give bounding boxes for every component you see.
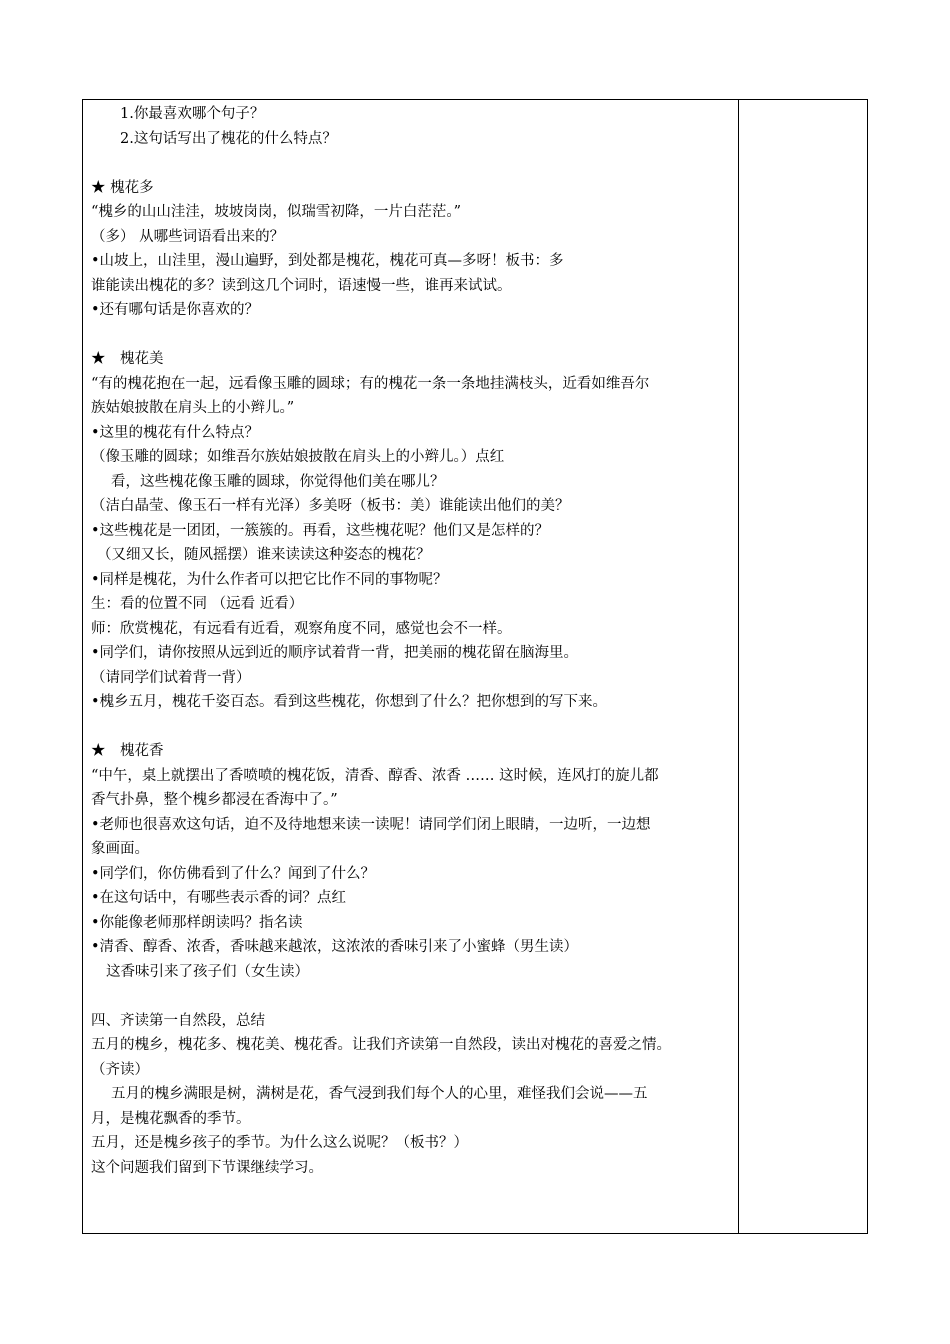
bullet-line: •槐乡五月，槐花千姿百态。看到这些槐花，你想到了什么？把你想到的写下来。	[91, 694, 608, 710]
text-line: 五月，还是槐乡孩子的季节。为什么这么说呢？（板书？）	[91, 1135, 468, 1151]
bullet-line: •山坡上，山洼里，漫山遍野，到处都是槐花，槐花可真—多呀！板书：多	[91, 253, 564, 269]
lesson-plan-table	[82, 99, 868, 1234]
bullet-line: •这里的槐花有什么特点？	[91, 424, 260, 441]
question-1: 1.你最喜欢哪个句子？	[120, 106, 265, 122]
text-line: （洁白晶莹、像玉石一样有光泽）多美呀（板书：美）谁能读出他们的美？	[91, 498, 570, 514]
quote-line: “有的槐花抱在一起，远看像玉雕的圆球；有的槐花一条一条地挂满枝头，近看如维吾尔	[91, 375, 650, 392]
text-line: 谁能读出槐花的多？读到这几个词时，语速慢一些，谁再来试试。	[91, 277, 512, 294]
text-line: （又细又长，随风摇摆）谁来读读这种姿态的槐花？	[97, 547, 431, 563]
blank-line	[91, 715, 731, 740]
bullet-line: •你能像老师那样朗读吗？指名读	[91, 914, 303, 931]
bullet-line: •同学们，你仿佛看到了什么？闻到了什么？	[91, 865, 376, 882]
text-line: 看，这些槐花像玉雕的圆球，你觉得他们美在哪儿？	[111, 473, 445, 490]
text-line: 月，是槐花飘香的季节。	[91, 1110, 251, 1127]
blank-line	[91, 984, 731, 1009]
bullet-line: •老师也很喜欢这句话，迫不及待地想来读一读呢！请同学们闭上眼睛，一边听，一边想	[91, 816, 651, 833]
text-line: 象画面。	[91, 841, 149, 857]
bullet-line: •这些槐花是一团团，一簇簇的。再看，这些槐花呢？他们又是怎样的？	[91, 522, 550, 539]
section-heading-fragrant: ★ 槐花香	[91, 743, 164, 759]
text-line: （齐读）	[91, 1061, 149, 1078]
section-heading-many: ★ 槐花多	[91, 179, 154, 196]
quote-line: 香气扑鼻，整个槐乡都浸在香海中了。”	[91, 792, 338, 808]
text-line: 五月的槐乡，槐花多、槐花美、槐花香。让我们齐读第一自然段，读出对槐花的喜爱之情。	[91, 1037, 671, 1053]
text-line: （像玉雕的圆球；如维吾尔族姑娘披散在肩头上的小辫儿。）点红	[91, 449, 505, 465]
lesson-content-cell	[91, 102, 731, 1180]
text-line: 师：欣赏槐花，有远看有近看，观察角度不同，感觉也会不一样。	[91, 620, 512, 637]
text-line: （多） 从哪些词语看出来的？	[91, 228, 285, 245]
quote-line: 族姑娘披散在肩头上的小辫儿。”	[91, 400, 295, 416]
text-line: 这个问题我们留到下节课继续学习。	[91, 1159, 323, 1176]
blank-line	[91, 323, 731, 348]
blank-line	[91, 151, 731, 176]
bullet-line: •在这句话中，有哪些表示香的词？点红	[91, 890, 347, 906]
bullet-line: •清香、醇香、浓香，香味越来越浓，这浓浓的香味引来了小蜜蜂（男生读）	[91, 939, 579, 955]
quote-line: “中午，桌上就摆出了香喷喷的槐花饭，清香、醇香、浓香 …… 这时候，连风打的旋儿都	[91, 767, 659, 784]
section-heading-summary: 四、齐读第一自然段，总结	[91, 1012, 265, 1029]
text-line: 这香味引来了孩子们（女生读）	[106, 963, 309, 980]
text-line: （请同学们试着背一背）	[91, 669, 251, 686]
bullet-line: •同学们，请你按照从远到近的顺序试着背一背，把美丽的槐花留在脑海里。	[91, 645, 579, 661]
text-line: 五月的槐乡满眼是树，满树是花，香气浸到我们每个人的心里，难怪我们会说——五	[111, 1086, 648, 1102]
column-divider	[738, 100, 739, 1233]
quote-line: “槐乡的山山洼洼，坡坡岗岗，似瑞雪初降，一片白茫茫。”	[91, 204, 462, 220]
bullet-line: •同样是槐花，为什么作者可以把它比作不同的事物呢？	[91, 571, 448, 588]
bullet-line: •还有哪句话是你喜欢的？	[91, 302, 260, 318]
text-line: 生：看的位置不同 （远看 近看）	[91, 596, 304, 612]
question-2: 2.这句话写出了槐花的什么特点？	[120, 130, 337, 147]
section-heading-beautiful: ★ 槐花美	[91, 351, 164, 367]
